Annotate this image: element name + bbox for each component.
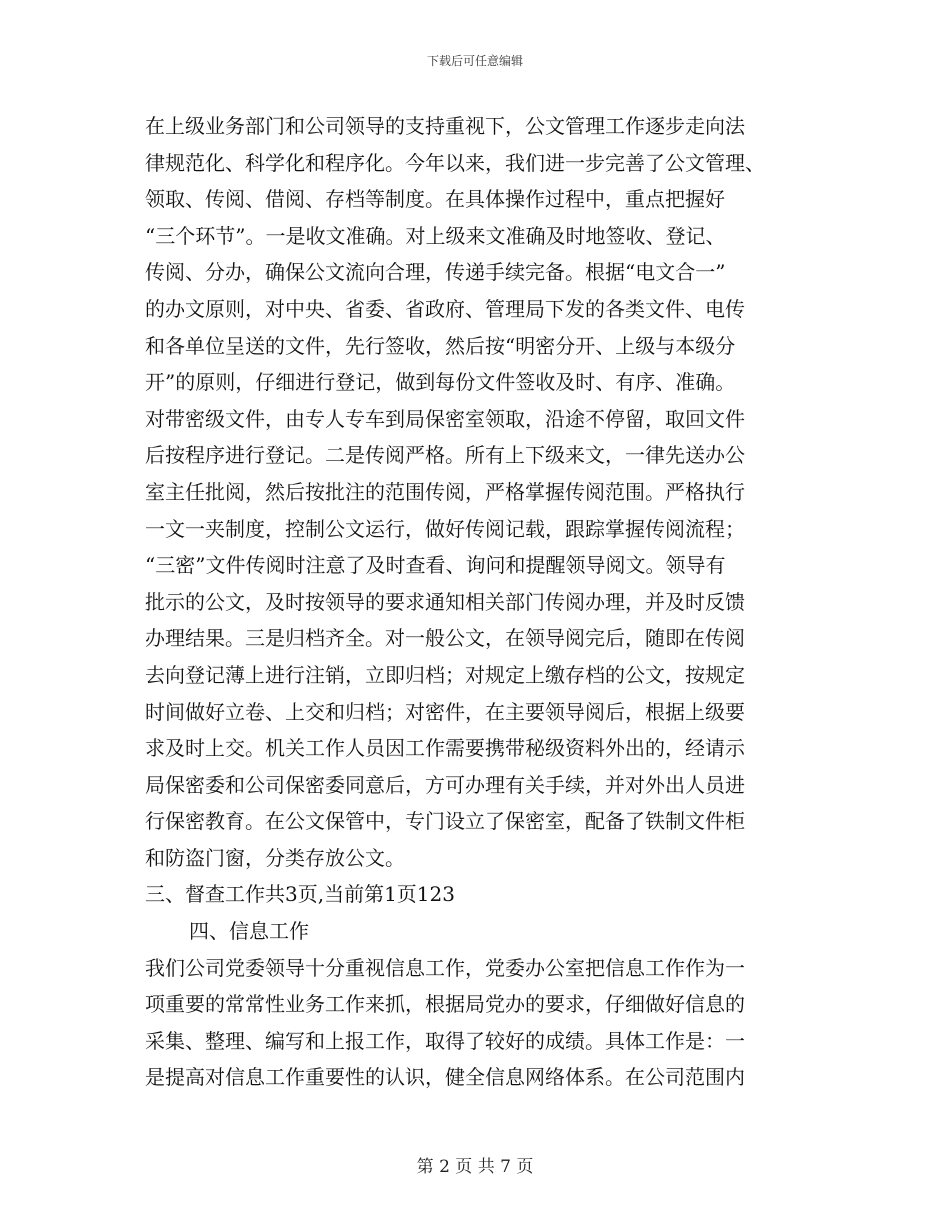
text-line: 的办文原则，对中央、省委、省政府、管理局下发的各类文件、电传 xyxy=(145,296,745,321)
document-body xyxy=(145,108,805,1096)
text-line: 时间做好立卷、上交和归档；对密件，在主要领导阅后，根据上级要 xyxy=(145,699,745,724)
text-line: 开”的原则，仔细进行登记，做到每份文件签收及时、有序、准确。 xyxy=(145,370,736,395)
page-number-footer: 第 2 页 共 7 页 xyxy=(416,1157,534,1177)
page-header-note: 下载后可任意编辑 xyxy=(426,54,523,68)
text-line: 室主任批阅，然后按批注的范围传阅，严格掌握传阅范围。严格执行 xyxy=(145,479,745,504)
text-line: “三密”文件传阅时注意了及时查看、询问和提醒领导阅文。领导有 xyxy=(145,553,726,578)
section-heading: 三、督查工作共3页,当前第1页123 xyxy=(145,882,455,907)
text-line: 在上级业务部门和公司领导的支持重视下，公文管理工作逐步走向法 xyxy=(145,114,745,138)
text-line: 局保密委和公司保密委同意后，方可办理有关手续，并对外出人员进 xyxy=(145,772,745,797)
text-line: 是提高对信息工作重要性的认识，健全信息网络体系。在公司范围内 xyxy=(145,1065,745,1090)
text-line: 和防盗门窗，分类存放公文。 xyxy=(145,845,405,870)
text-line: 采集、整理、编写和上报工作，取得了较好的成绩。具体工作是：一 xyxy=(145,1028,745,1053)
text-line: 我们公司党委领导十分重视信息工作，党委办公室把信息工作作为一 xyxy=(145,955,745,980)
text-line: 对带密级文件，由专人专车到局保密室领取，沿途不停留，取回文件 xyxy=(145,406,745,431)
text-line: 求及时上交。机关工作人员因工作需要携带秘级资料外出的，经请示 xyxy=(145,736,745,761)
text-line: 和各单位呈送的文件，先行签收，然后按“明密分开、上级与本级分 xyxy=(145,333,736,358)
text-line: 办理结果。三是归档齐全。对一般公文，在领导阅完后，随即在传阅 xyxy=(145,626,745,651)
text-line: 律规范化、科学化和程序化。今年以来，我们进一步完善了公文管理、 xyxy=(145,150,765,175)
text-line: 行保密教育。在公文保管中，专门设立了保密室，配备了铁制文件柜 xyxy=(145,809,745,834)
text-line: 去向登记薄上进行注销，立即归档；对规定上缴存档的公文，按规定 xyxy=(145,662,745,687)
text-line: 项重要的常常性业务工作来抓，根据局党办的要求，仔细做好信息的 xyxy=(145,992,745,1017)
text-line: 后按程序进行登记。二是传阅严格。所有上下级来文，一律先送办公 xyxy=(145,443,745,468)
section-heading: 四、信息工作 xyxy=(189,919,309,944)
text-line: “三个环节”。一是收文准确。对上级来文准确及时地签收、登记、 xyxy=(145,223,726,248)
text-line: 一文一夹制度，控制公文运行，做好传阅记载，跟踪掌握传阅流程； xyxy=(145,516,745,541)
text-line: 批示的公文，及时按领导的要求通知相关部门传阅办理，并及时反馈 xyxy=(145,589,745,614)
text-line: 领取、传阅、借阅、存档等制度。在具体操作过程中，重点把握好 xyxy=(145,187,725,212)
text-line: 传阅、分办，确保公文流向合理，传递手续完备。根据“电文合一” xyxy=(145,260,726,285)
